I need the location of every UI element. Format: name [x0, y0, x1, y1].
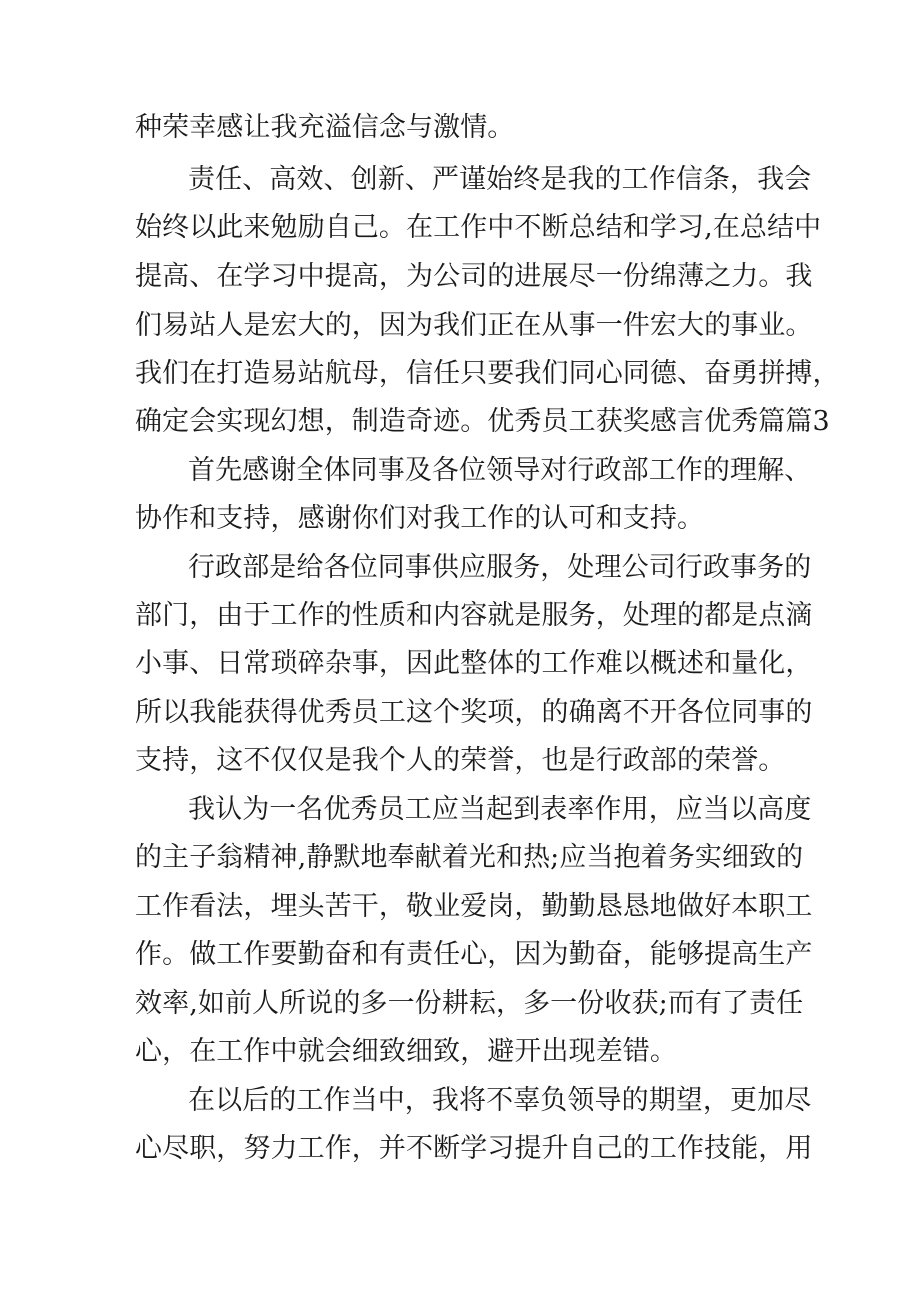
text-line: 的主子翁精神,静默地奉献着光和热;应当抱着务实细致的	[135, 842, 804, 873]
text-line: 协作和支持，感谢你们对我工作的认可和支持。	[135, 503, 705, 534]
text-line: 确定会实现幻想，制造奇迹。优秀员工获奖感言优秀篇篇3	[135, 406, 830, 437]
text-line: 所以我能获得优秀员工这个奖项，的确离不开各位同事的	[135, 697, 813, 728]
text-line: 心，在工作中就会细致细致，避开出现差错。	[135, 1036, 677, 1067]
text-line: 提高、在学习中提高，为公司的进展尽一份绵薄之力。我	[135, 261, 813, 292]
text-line: 首先感谢全体同事及各位领导对行政部工作的理解、	[188, 455, 812, 486]
text-line: 责任、高效、创新、严谨始终是我的工作信条，我会	[188, 164, 812, 195]
text-line: 支持，这不仅仅是我个人的荣誉，也是行政部的荣誉。	[135, 745, 786, 776]
text-line: 部门，由于工作的性质和内容就是服务，处理的都是点滴	[135, 600, 813, 631]
text-line: 始终以此来勉励自己。在工作中不断总结和学习,在总结中	[135, 212, 822, 243]
text-line: 工作看法，埋头苦干，敬业爱岗，勤勤恳恳地做好本职工	[135, 891, 813, 922]
text-line: 我认为一名优秀员工应当起到表率作用，应当以高度	[188, 794, 812, 825]
text-line: 在以后的工作当中，我将不辜负领导的期望，更加尽	[188, 1085, 812, 1116]
text-line: 们易站人是宏大的，因为我们正在从事一件宏大的事业。	[135, 310, 813, 341]
text-line: 心尽职，努力工作，并不断学习提升自己的工作技能，用	[135, 1133, 813, 1164]
text-line: 效率,如前人所说的多一份耕耘，多一份收获;而有了责任	[135, 988, 804, 1019]
text-line: 小事、日常琐碎杂事，因此整体的工作难以概述和量化，	[135, 648, 813, 679]
text-line: 种荣幸感让我充溢信念与激情。	[135, 112, 515, 143]
text-line: 作。做工作要勤奋和有责任心，因为勤奋，能够提高生产	[135, 939, 813, 970]
text-line: 行政部是给各位同事供应服务，处理公司行政事务的	[188, 552, 812, 583]
text-line: 我们在打造易站航母，信任只要我们同心同德、奋勇拼搏，	[135, 358, 840, 389]
